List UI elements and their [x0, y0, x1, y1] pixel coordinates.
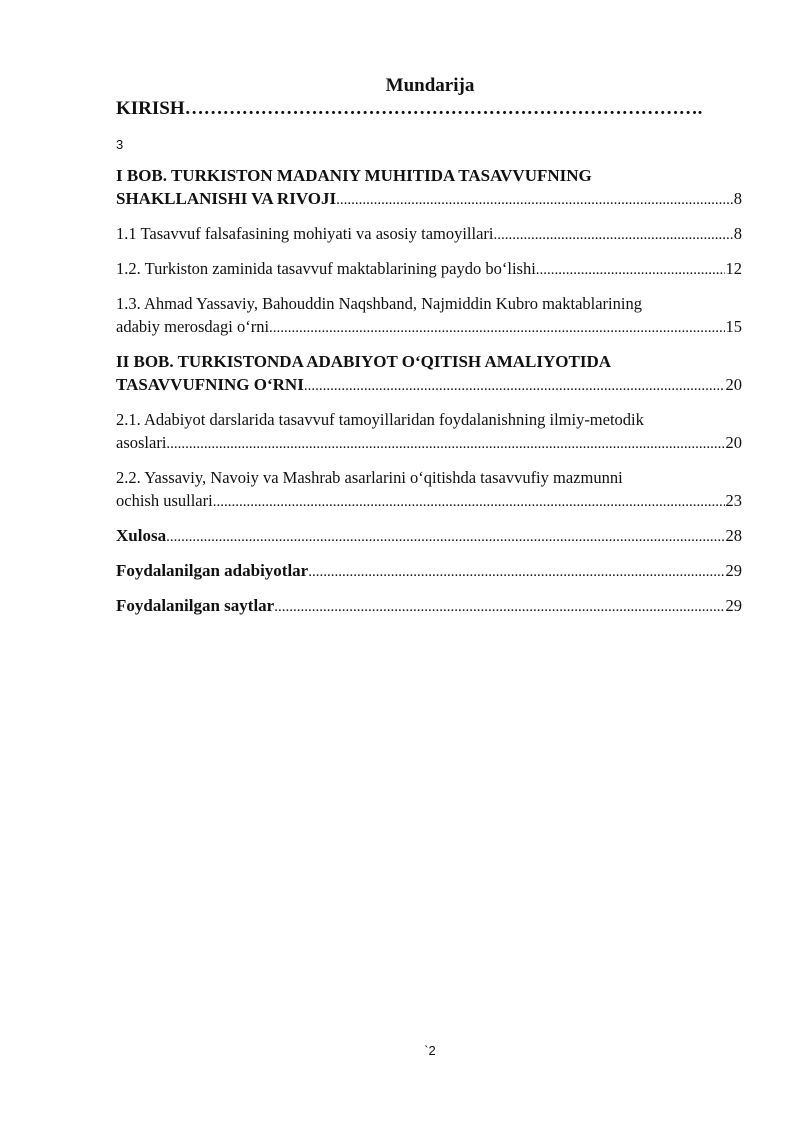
toc-entry-line: 1.3. Ahmad Yassaviy, Bahouddin Naqshband, Najmiddin Kubro maktablarining	[116, 294, 642, 313]
kirish-page-number: 3	[116, 137, 124, 152]
dot-leader	[269, 317, 724, 340]
toc-page-number: 29	[725, 596, 742, 615]
toc-entry-final-line	[116, 315, 742, 340]
dot-leader	[308, 561, 724, 584]
toc-entry-title: TASAVVUFNING O‘RNI	[116, 375, 304, 394]
toc-entry-final-line	[116, 257, 742, 282]
toc-page-number: 20	[725, 375, 742, 394]
toc-entry-final-line	[116, 594, 742, 619]
toc-entry-title: adabiy merosdagi o‘rni	[116, 317, 270, 336]
toc-entry-title: 1.2. Turkiston zaminida tasavvuf maktablarining paydo bo‘lishi	[116, 259, 536, 278]
toc-page-number: 8	[733, 189, 742, 208]
dot-leader	[536, 259, 725, 282]
toc-entry	[116, 559, 742, 584]
toc-entry-final-line	[116, 489, 742, 514]
toc-page-number: 28	[725, 526, 742, 545]
toc-entry	[116, 524, 742, 549]
toc-entry	[116, 408, 742, 456]
toc-page-number: 15	[725, 317, 742, 336]
toc-entry-line: I BOB. TURKISTON MADANIY MUHITIDA TASAVVUFNING	[116, 166, 592, 185]
toc-heading: Mundarija	[385, 75, 475, 96]
toc-page-number: 8	[733, 224, 742, 243]
toc-page-number: 23	[725, 491, 742, 510]
dot-leader	[494, 224, 733, 247]
toc-entry-final-line	[116, 222, 742, 247]
toc-entry-line: II BOB. TURKISTONDA ADABIYOT O‘QITISH AMALIYOTIDA	[116, 352, 612, 371]
toc-entry	[116, 164, 742, 212]
toc-entry	[116, 350, 742, 398]
toc-entry-line: 2.2. Yassaviy, Navoiy va Mashrab asarlarini o‘qitishda tasavvufiy mazmunni	[116, 468, 623, 487]
toc-page-number: 20	[725, 433, 742, 452]
dot-leader	[336, 189, 733, 212]
toc-entry	[116, 594, 742, 619]
table-of-contents	[116, 164, 742, 629]
toc-entry-final-line	[116, 373, 742, 398]
toc-entry	[116, 292, 742, 340]
toc-page-number: 12	[725, 259, 742, 278]
toc-entry-line: 2.1. Adabiyot darslarida tasavvuf tamoyillaridan foydalanishning ilmiy-metodik	[116, 410, 644, 429]
toc-entry-title: SHAKLLANISHI VA RIVOJI	[116, 189, 337, 208]
toc-entry-final-line	[116, 187, 742, 212]
toc-entry-title: asoslari	[116, 433, 167, 452]
dot-leader	[213, 491, 725, 514]
toc-entry-final-line	[116, 524, 742, 549]
toc-entry	[116, 466, 742, 514]
toc-entry-final-line	[116, 559, 742, 584]
toc-entry	[116, 222, 742, 247]
toc-page-number: 29	[725, 561, 742, 580]
toc-entry-title: ochish usullari	[116, 491, 213, 510]
dot-leader	[166, 433, 724, 456]
toc-entry-final-line	[116, 431, 742, 456]
dot-leader	[304, 375, 725, 398]
toc-entry	[116, 257, 742, 282]
toc-entry-title: Xulosa	[116, 526, 167, 545]
toc-entry-kirish	[116, 98, 746, 120]
toc-entry-title: Foydalanilgan saytlar	[116, 596, 275, 615]
dot-leader	[166, 526, 724, 549]
kirish-label: KIRISH	[116, 98, 185, 119]
toc-entry-title: Foydalanilgan adabiyotlar	[116, 561, 309, 580]
toc-entry-title: 1.1 Tasavvuf falsafasining mohiyati va asosiy tamoyillari	[116, 224, 494, 243]
dot-leader	[274, 596, 724, 619]
kirish-leader: ……………………………………………………………………….	[184, 98, 703, 119]
page-number: `2	[424, 1043, 436, 1058]
